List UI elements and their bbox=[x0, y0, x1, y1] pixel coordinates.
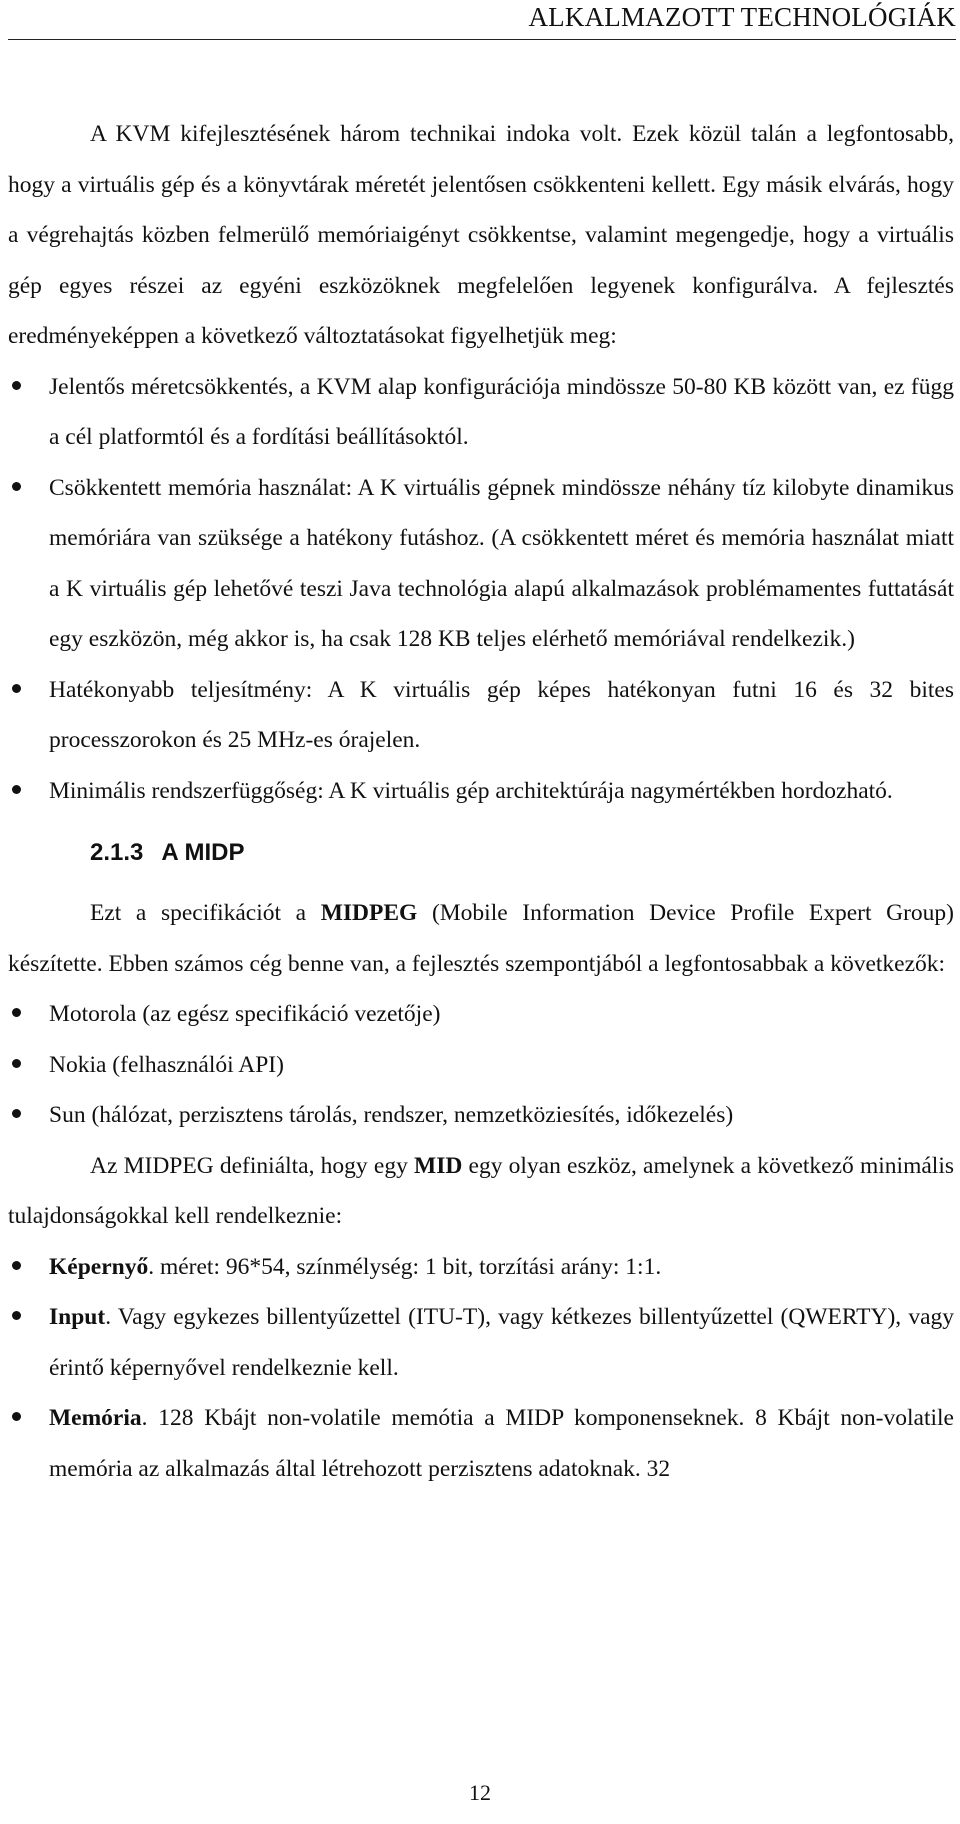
bullet-icon bbox=[12, 684, 21, 693]
paragraph-mid-definition bbox=[8, 1141, 954, 1242]
list-item bbox=[8, 665, 954, 766]
list-item bbox=[8, 766, 954, 817]
list-item-text: Csökkentett memória használat: A K virtuális gépnek mindössze néhány tíz kilobyte dinamikus memóriára van szüksége a hatékony futáshoz. (A csökkentett méret és memória használat miatt a K virtuális gép lehetővé teszi Java technológia alapú alkalmazások problémamentes futtatását egy eszközön, még akkor is, ha csak 128 KB teljes elérhető memóriával rendelkezik.) bbox=[49, 474, 954, 652]
list-item-text: Sun (hálózat, perzisztens tárolás, rendszer, nemzetköziesítés, időkezelés) bbox=[49, 1102, 734, 1128]
bullet-icon bbox=[12, 1412, 21, 1421]
bullet-icon bbox=[12, 1059, 21, 1068]
list-item bbox=[8, 1393, 954, 1494]
list-item bbox=[8, 362, 954, 463]
paragraph-text: (Mobile Information Device Profile Expert Group) készítette. Ebben számos cég benne van, a fejlesztés szempontjából a legfontosabbak a következők: bbox=[8, 900, 955, 977]
header-title: ALKALMAZOTT TECHNOLÓGIÁK bbox=[528, 2, 956, 32]
bullet-icon bbox=[12, 785, 21, 794]
page-body bbox=[8, 109, 954, 1494]
list-item-term: Input bbox=[49, 1304, 106, 1330]
list-item bbox=[8, 1292, 954, 1393]
list-item bbox=[8, 1090, 954, 1141]
mid-requirements-list bbox=[8, 1242, 954, 1495]
bullet-icon bbox=[12, 1311, 21, 1320]
list-item bbox=[8, 989, 954, 1040]
bullet-icon bbox=[12, 1109, 21, 1118]
list-item-text: Jelentős méretcsökkentés, a KVM alap konfigurációja mindössze 50-80 KB között van, ez függ a cél platformtól és a fordítási beállításoktól. bbox=[49, 373, 954, 450]
section-title: A MIDP bbox=[161, 839, 245, 866]
paragraph-text: Az MIDPEG definiálta, hogy egy bbox=[90, 1152, 415, 1179]
list-item-text: Hatékonyabb teljesítmény: A K virtuális gép képes hatékonyan futni 16 és 32 bites processzorokon és 25 MHz-es órajelen. bbox=[49, 676, 954, 753]
list-item-text: . 128 Kbájt non-volatile memótia a MIDP komponenseknek. 8 Kbájt non-volatile memória az alkalmazás által létrehozott perzisztens adatoknak. 32 bbox=[49, 1405, 954, 1482]
list-item-text: . méret: 96*54, színmélység: 1 bit, torzítási arány: 1:1. bbox=[148, 1253, 662, 1280]
bullet-icon bbox=[12, 482, 21, 491]
paragraph-kvm-intro: A KVM kifejlesztésének három technikai indoka volt. Ezek közül talán a legfontosabb, hogy a virtuális gép és a könyvtárak méretét jelentősen csökkenteni kellett. Egy másik elvárás, hogy a végrehajtás közben felmerülő memóriaigényt csökkentse, valamint megengedje, hogy a virtuális gép egyes részei az egyéni eszközöknek megfelelően legyenek konfigurálva. A fejlesztés eredményeképpen a következő változtatásokat figyelhetjük meg: bbox=[8, 121, 954, 349]
list-item-text: Nokia (felhasználói API) bbox=[49, 1051, 284, 1078]
running-header bbox=[8, 2, 956, 40]
paragraph-midpeg bbox=[8, 888, 954, 989]
paragraph-text: Ezt a specifikációt a bbox=[90, 900, 321, 926]
section-number: 2.1.3 bbox=[90, 839, 144, 866]
paragraph-text: egy olyan eszköz, amelynek a következő minimális tulajdonságokkal kell rendelkeznie: bbox=[8, 1152, 954, 1229]
list-item bbox=[8, 463, 954, 665]
bullet-icon bbox=[12, 381, 21, 390]
bullet-icon bbox=[12, 1261, 21, 1270]
companies-list bbox=[8, 989, 954, 1141]
section-heading bbox=[8, 828, 954, 878]
list-item-term: Képernyő bbox=[49, 1253, 149, 1280]
bullet-icon bbox=[12, 1008, 21, 1017]
list-item bbox=[8, 1040, 954, 1091]
page-number: 12 bbox=[469, 1780, 491, 1805]
list-item bbox=[8, 1242, 954, 1293]
bold-term: MID bbox=[414, 1152, 463, 1179]
bold-term: MIDPEG bbox=[320, 900, 418, 926]
list-item-text: . Vagy egykezes billentyűzettel (ITU-T), vagy kétkezes billentyűzettel (QWERTY), vagy érintő képernyővel rendelkeznie kell. bbox=[49, 1304, 954, 1381]
kvm-changes-list bbox=[8, 362, 954, 817]
list-item-text: Minimális rendszerfüggőség: A K virtuális gép architektúrája nagymértékben hordozható. bbox=[49, 777, 893, 804]
list-item-text: Motorola (az egész specifikáció vezetője) bbox=[49, 1001, 441, 1027]
list-item-term: Memória bbox=[49, 1405, 142, 1431]
